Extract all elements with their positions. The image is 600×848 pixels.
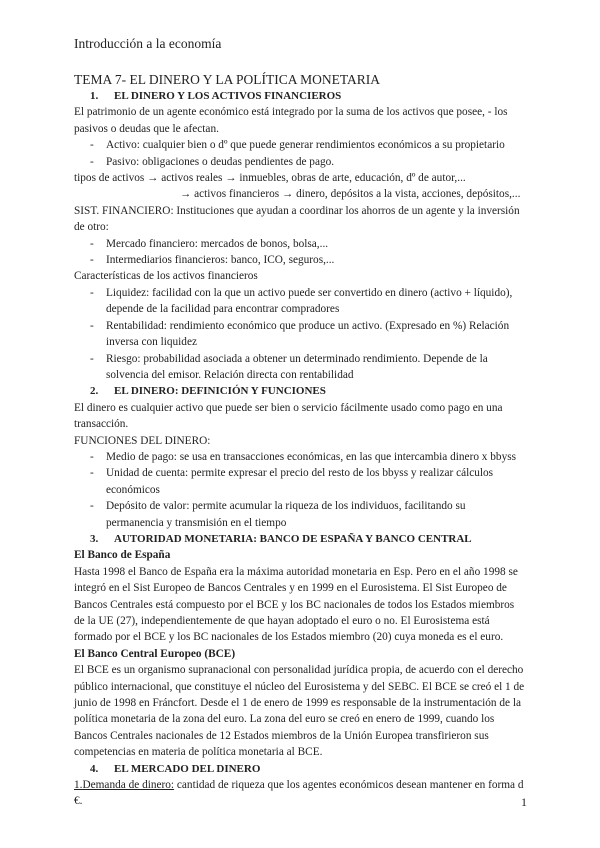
list-item: - Unidad de cuenta: permite expresar el precio del resto de los bbyss y realizar cálculos económicos (74, 465, 526, 498)
paragraph: tipos de activos → activos reales → inmuebles, obras de arte, educación, dº de autor,... (74, 172, 466, 185)
bullet-list (74, 449, 526, 531)
section-number: 3. (90, 532, 99, 545)
subsection-title: El Banco Central Europeo (BCE) (74, 647, 236, 660)
section-title: EL DINERO Y LOS ACTIVOS FINANCIEROS (114, 90, 342, 102)
term-label: 1.Demanda de dinero: (74, 779, 175, 792)
list-item: - Mercado financiero: mercados de bonos, bolsa,... (74, 236, 526, 252)
document-body (74, 71, 526, 810)
page-header: Introducción a la economía (74, 36, 222, 51)
list-item: - Riesgo: probabilidad asociada a obtener un determinado rendimiento. Depende de la solvencia del emisor. Relación directa con rentabilidad (74, 351, 526, 384)
bullet-list (74, 137, 526, 170)
page-number: 1 (521, 795, 527, 809)
paragraph: → activos financieros → dinero, depósitos a la vista, acciones, depósitos,... (180, 188, 521, 201)
section-number: 1. (90, 90, 99, 102)
bullet-list (74, 285, 526, 383)
term-definition: cantidad de riqueza que los agentes económicos desean mantener en forma d €. (74, 779, 524, 808)
paragraph: Hasta 1998 el Banco de España era la máxima autoridad monetaria en Esp. Pero en el año 1998 se integró en el Sist Europeo de Bancos Centrales y en 1999 en el Eurosistema. El Sist Europeo de Bancos Centrales está compuesto por el BCE y los BC nacionales de todos los Estados miembros de la UE (27), independientemente de que hayan adoptado el euro o no. El Eurosistema está formado por el BCE y los BC nacionales de los Estados miembro (20) cuya moneda es el euro. (74, 565, 518, 644)
list-item: - Rentabilidad: rendimiento económico que produce un activo. (Expresado en %) Relación inversa con liquidez (74, 318, 526, 351)
paragraph: Características de los activos financieros (74, 270, 258, 283)
paragraph: El patrimonio de un agente económico está integrado por la suma de los activos que posee, - los pasivos o deudas que le afectan. (74, 106, 508, 135)
subsection-title: El Banco de España (74, 549, 171, 562)
section-number: 4. (90, 762, 99, 775)
section-number: 2. (90, 385, 99, 398)
section-2-heading (74, 383, 526, 399)
list-item: - Activo: cualquier bien o dº que puede generar rendimientos económicos a su propietario (74, 137, 526, 153)
section-3-heading (74, 531, 526, 547)
section-title: EL MERCADO DEL DINERO (114, 762, 261, 775)
page-title: TEMA 7- EL DINERO Y LA POLÍTICA MONETARIA (74, 72, 381, 87)
paragraph: SIST. FINANCIERO: Instituciones que ayudan a coordinar los ahorros de un agente y la inversión de otro: (74, 204, 520, 234)
section-1-heading (74, 88, 526, 104)
paragraph: El BCE es un organismo supranacional con personalidad jurídica propia, de acuerdo con el derecho público internacional, que constituye el núcleo del Eurosistema y del SEBC. El BCE se creó el 1 de junio de 1998 en Fráncfort. Desde el 1 de enero de 1999 es responsable de la instrumentación de la política monetaria de la zona del euro. La zona del euro se creó en enero de 1999, cuando los Bancos Centrales nacionales de 12 Estados miembros de la Unión Europea transfirieron sus competencias en materia de política monetaria al BCE. (74, 664, 525, 759)
list-item: - Intermediarios financieros: banco, ICO, seguros,... (74, 252, 526, 268)
paragraph: FUNCIONES DEL DINERO: (74, 434, 211, 447)
section-title: EL DINERO: DEFINICIÓN Y FUNCIONES (114, 385, 326, 398)
list-item: - Liquidez: facilidad con la que un activo puede ser convertido en dinero (activo + líquido), depende de la facilidad para encontrar compradores (74, 285, 526, 318)
section-4-heading (74, 761, 526, 777)
list-item: - Medio de pago: se usa en transacciones económicas, en las que intercambia dinero x bbyss (74, 449, 526, 465)
paragraph: El dinero es cualquier activo que puede ser bien o servicio fácilmente usado como pago en una transacción. (74, 401, 503, 431)
list-item: - Pasivo: obligaciones o deudas pendientes de pago. (74, 154, 526, 170)
paragraph (74, 777, 526, 810)
list-item: - Depósito de valor: permite acumular la riqueza de los individuos, facilitando su permanencia y transmisión en el tiempo (74, 498, 526, 531)
section-title: AUTORIDAD MONETARIA: BANCO DE ESPAÑA Y BANCO CENTRAL (114, 532, 472, 545)
bullet-list (74, 236, 526, 269)
